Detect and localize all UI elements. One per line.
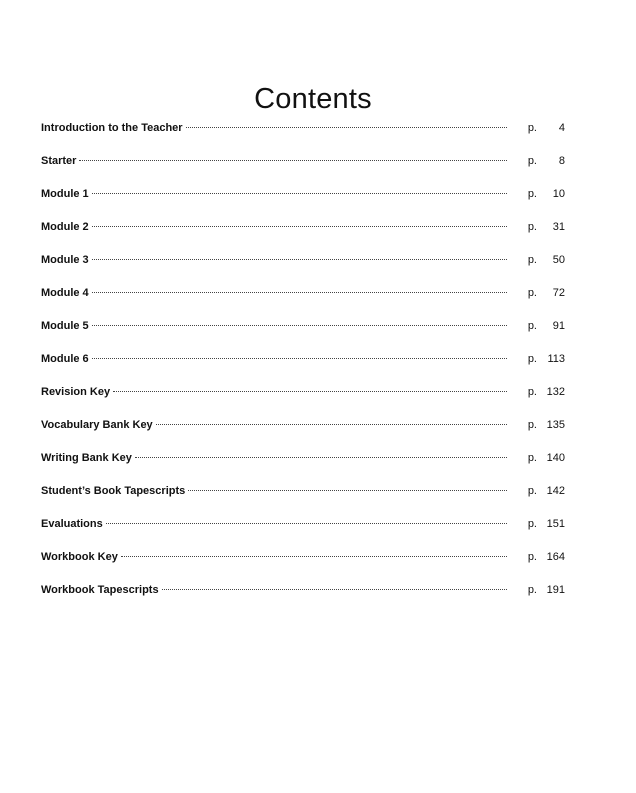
toc-entry-label: Introduction to the Teacher [41,122,183,134]
dotted-leader [121,556,507,557]
page-number: 91 [552,320,565,332]
page-number: 8 [558,155,565,167]
page-prefix: p. [527,452,537,464]
page-number: 50 [552,254,565,266]
page-number: 135 [546,419,565,431]
page-prefix: p. [527,419,537,431]
page-number: 140 [546,452,565,464]
dotted-leader [162,589,507,590]
page-number: 191 [546,584,565,596]
toc-entry-label: Student’s Book Tapescripts [41,485,186,497]
toc-entry-label: Evaluations [41,518,103,530]
dotted-leader [92,193,507,194]
toc-entry-label: Module 4 [41,287,89,299]
page-number: 142 [546,485,565,497]
dotted-leader [135,457,507,458]
dotted-leader [92,259,507,260]
dotted-leader [79,160,507,161]
page-prefix: p. [527,386,537,398]
dotted-leader [92,292,507,293]
toc-entry-workbook-key [41,549,565,582]
page-prefix: p. [527,287,537,299]
page-prefix: p. [527,485,537,497]
toc-entry-introduction-to-the-teacher [41,120,565,153]
page-prefix: p. [527,551,537,563]
table-of-contents [41,120,565,615]
toc-entry-module-4 [41,285,565,318]
toc-entry-revision-key [41,384,565,417]
page-number: 31 [552,221,565,233]
toc-entry-label: Vocabulary Bank Key [41,419,153,431]
toc-entry-label: Starter [41,155,77,167]
dotted-leader [113,391,507,392]
toc-entry-module-2 [41,219,565,252]
toc-entry-vocabulary-bank-key [41,417,565,450]
page-number: 151 [546,518,565,530]
dotted-leader [156,424,507,425]
toc-entry-label: Revision Key [41,386,111,398]
toc-entry-label: Writing Bank Key [41,452,132,464]
page-number: 4 [558,122,565,134]
toc-entry-module-3 [41,252,565,285]
page-number: 10 [552,188,565,200]
page-prefix: p. [527,584,537,596]
toc-entry-label: Module 2 [41,221,89,233]
toc-entry-evaluations [41,516,565,549]
toc-entry-workbook-tapescripts [41,582,565,615]
page-number: 132 [546,386,565,398]
page-prefix: p. [527,353,537,365]
toc-entry-label: Workbook Tapescripts [41,584,159,596]
page-prefix: p. [527,254,537,266]
page-prefix: p. [527,518,537,530]
dotted-leader [92,358,507,359]
toc-entry-module-1 [41,186,565,219]
dotted-leader [188,490,507,491]
page-number: 72 [552,287,565,299]
toc-entry-label: Workbook Key [41,551,118,563]
toc-entry-module-6 [41,351,565,384]
toc-entry-writing-bank-key [41,450,565,483]
toc-entry-label: Module 3 [41,254,89,266]
toc-entry-label: Module 6 [41,353,89,365]
page-prefix: p. [527,221,537,233]
toc-entry-label: Module 1 [41,188,89,200]
toc-entry-module-5 [41,318,565,351]
page-prefix: p. [527,188,537,200]
page-number: 164 [546,551,565,563]
dotted-leader [92,325,507,326]
dotted-leader [92,226,507,227]
dotted-leader [106,523,507,524]
toc-entry-starter [41,153,565,186]
page-prefix: p. [527,320,537,332]
page-title: Contents [254,83,372,116]
page-number: 113 [547,353,565,365]
dotted-leader [186,127,507,128]
page-prefix: p. [527,122,537,134]
toc-entry-label: Module 5 [41,320,89,332]
toc-entry-students-book-tapescripts [41,483,565,516]
page-prefix: p. [527,155,537,167]
